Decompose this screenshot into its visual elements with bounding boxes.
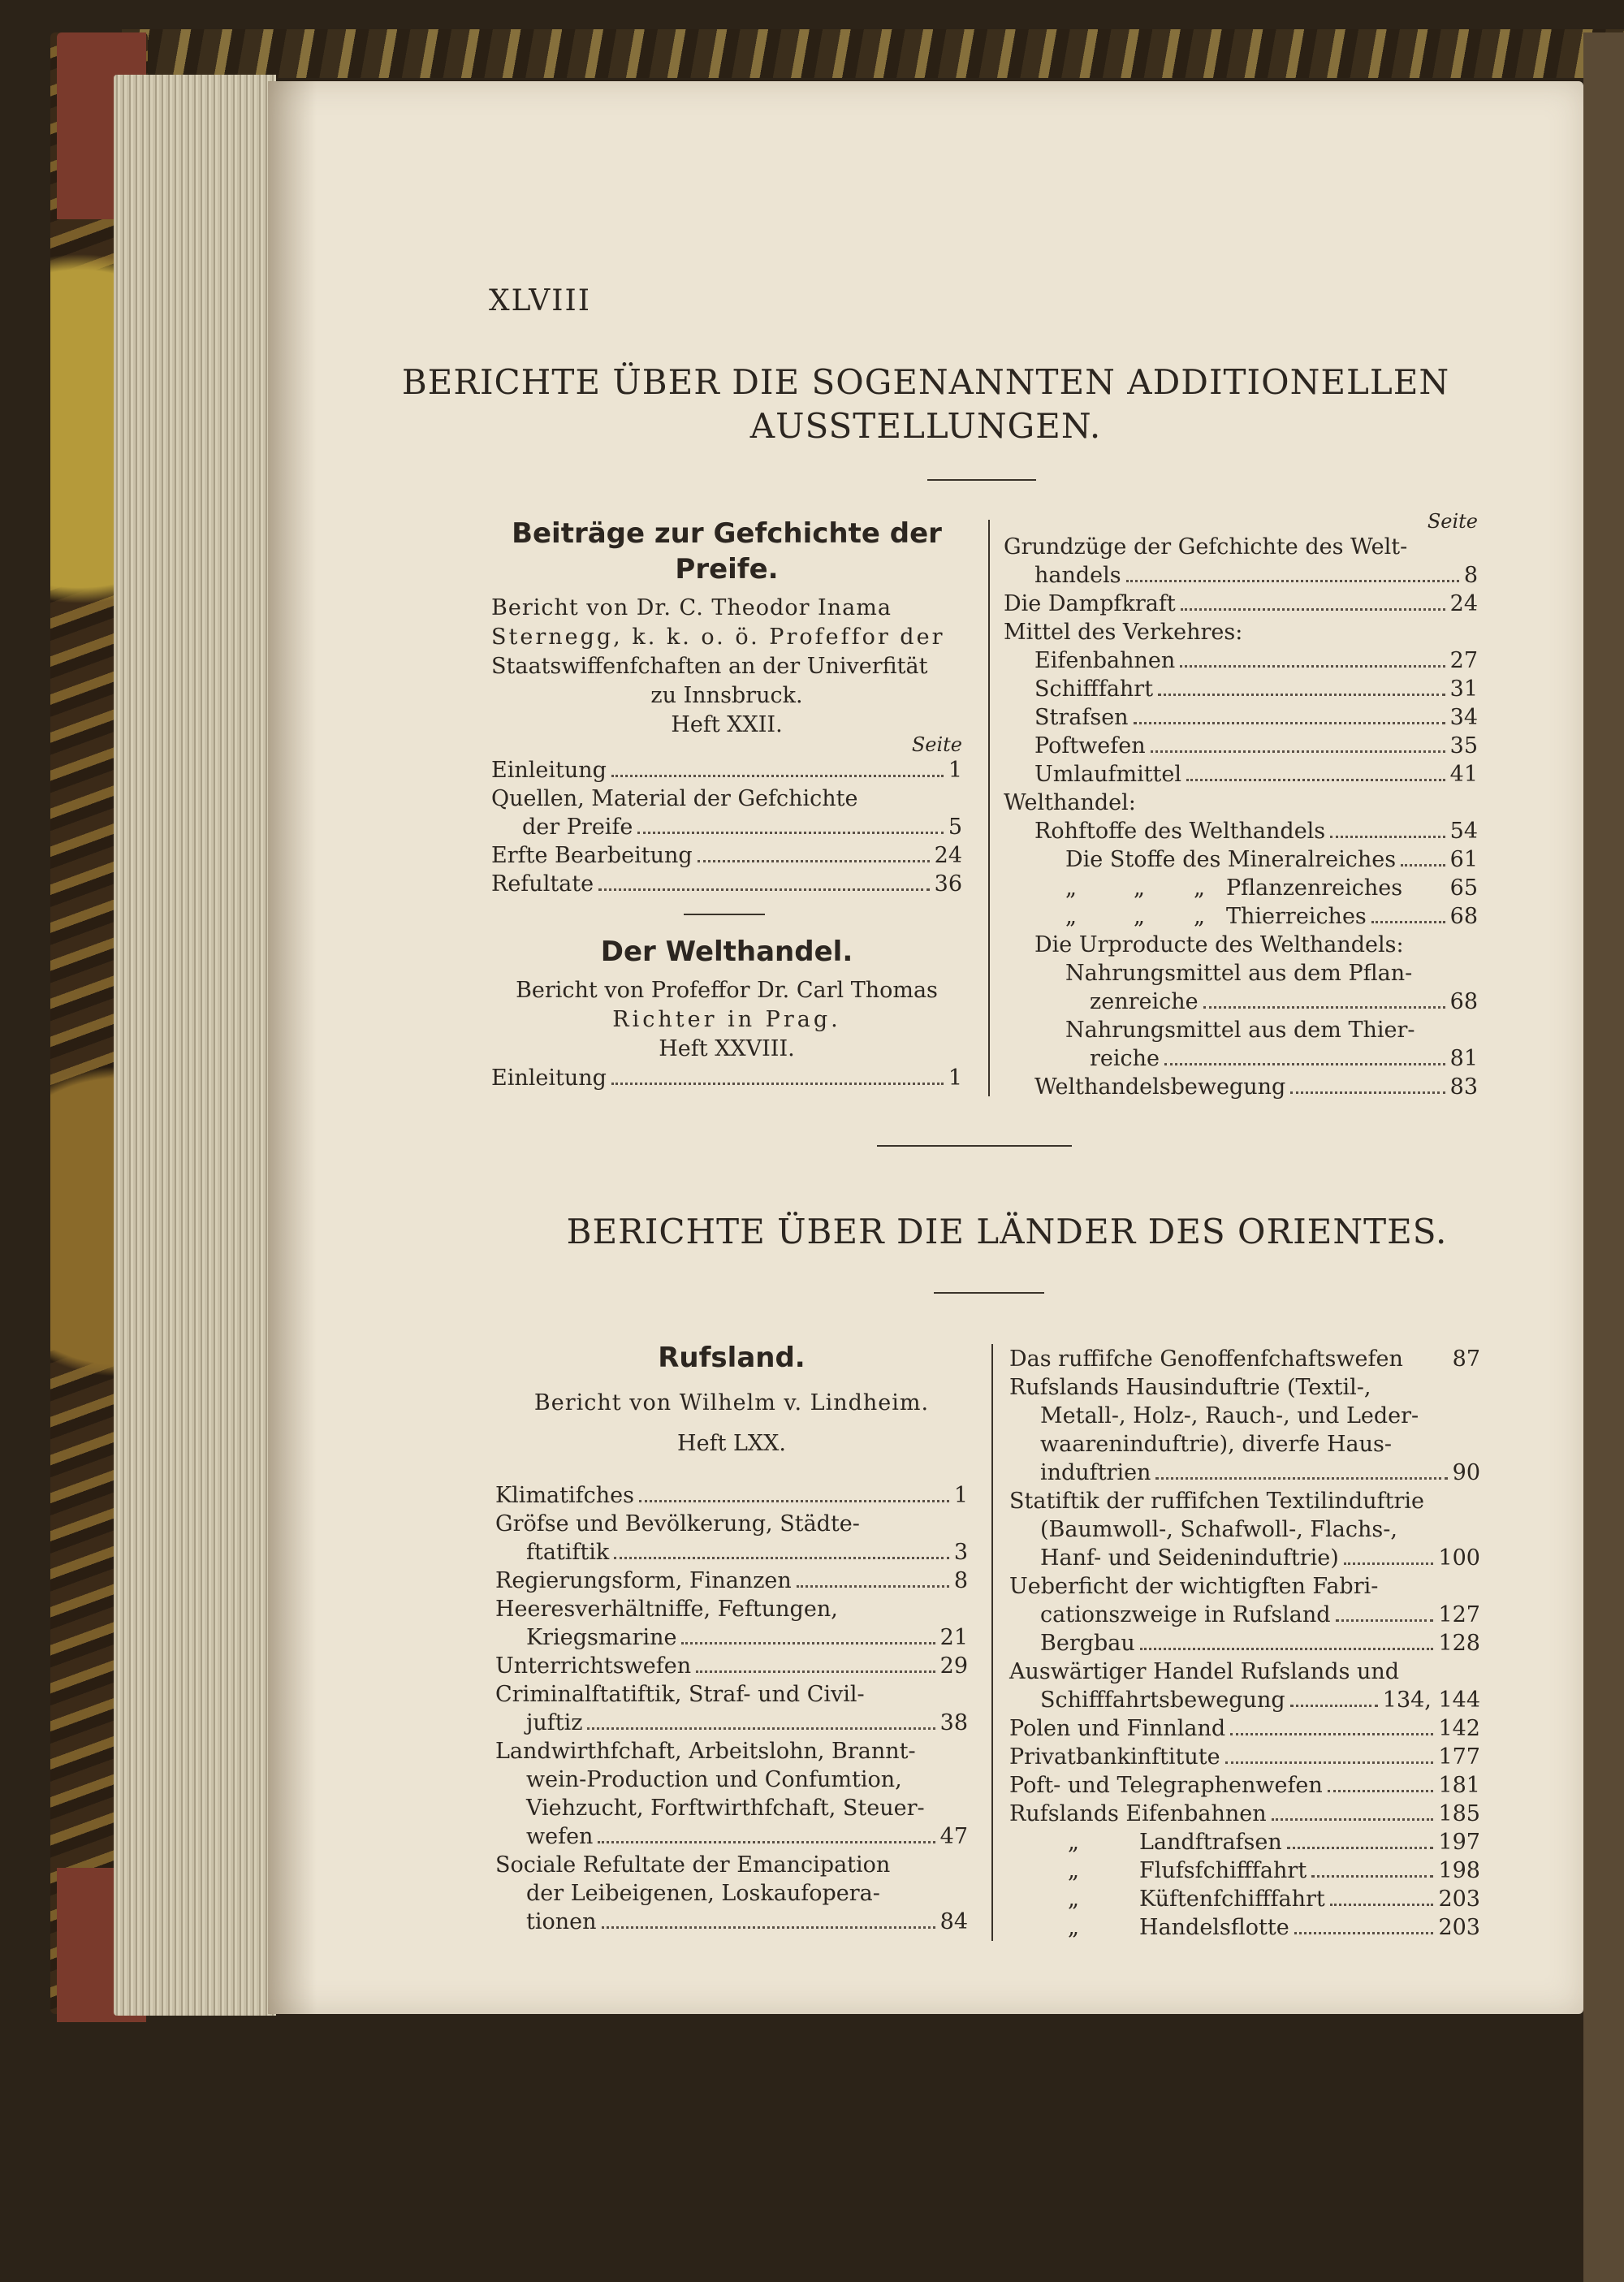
toc-leader	[1180, 665, 1445, 668]
toc-label: Refultate	[491, 871, 594, 897]
toc-label: juftiz	[526, 1710, 583, 1735]
toc-leader	[1401, 864, 1445, 867]
toc-leader	[1328, 1790, 1434, 1792]
article-title-line2: Preife.	[675, 553, 779, 586]
toc-page: 203	[1438, 1915, 1480, 1940]
toc-label: Handelsflotte	[1139, 1915, 1289, 1940]
toc-entry	[1004, 561, 1478, 590]
article-title: Rufsland.	[658, 1342, 806, 1374]
toc-leader	[602, 1926, 935, 1929]
author-line: Bericht von Dr. C. Theodor Inama	[491, 595, 892, 620]
toc-label: der Leibeigenen, Loskaufopera-	[526, 1881, 880, 1906]
section-heading-1-line2: AUSSTELLUNGEN.	[749, 406, 1102, 446]
toc-label: Strafsen	[1034, 705, 1129, 730]
toc-leader	[1158, 694, 1445, 696]
toc-label: Hanf- und Seideninduftrie)	[1040, 1545, 1339, 1571]
article-welthandel-continued	[1004, 510, 1478, 1101]
toc-leader	[639, 1500, 949, 1502]
seite-label: Seite	[911, 733, 962, 756]
toc-entry	[1009, 1743, 1480, 1771]
toc-entry	[1009, 1828, 1480, 1856]
toc-leader	[1330, 836, 1445, 838]
toc-page: 24	[934, 843, 962, 868]
author-line: zu Innsbruck.	[650, 683, 803, 708]
article-russland-continued	[1009, 1345, 1480, 1942]
toc-page: 47	[939, 1824, 968, 1849]
toc-entry	[1004, 675, 1478, 703]
toc-label: Grundzüge der Gefchichte des Welt-	[1004, 534, 1408, 560]
book-page-edges	[114, 75, 276, 2016]
toc-page: 31	[1449, 676, 1478, 702]
toc-label: tionen	[526, 1909, 597, 1934]
toc-label: Schifffahrt	[1034, 676, 1154, 702]
ditto-mark: „	[1068, 1887, 1079, 1912]
toc-entry	[1004, 760, 1478, 789]
toc-leader	[1290, 1091, 1445, 1094]
toc-leader	[797, 1585, 949, 1588]
toc-leader	[1203, 1006, 1445, 1009]
column-divider-bottom	[991, 1344, 993, 1941]
facing-page-edge	[1583, 32, 1624, 2282]
toc-label: Mittel des Verkehres:	[1004, 620, 1243, 645]
author-line: Bericht von Profeffor Dr. Carl Thomas	[516, 978, 938, 1003]
toc-leader	[1287, 1847, 1434, 1849]
toc-leader	[611, 1083, 944, 1085]
section-heading-1-line1: BERICHTE ÜBER DIE SOGENANNTEN ADDITIONELLEN	[401, 362, 1450, 402]
toc-page: 177	[1438, 1744, 1480, 1770]
toc-label: wein-Production und Confumtion,	[526, 1767, 902, 1792]
toc-page: 65	[1449, 875, 1478, 901]
toc-label: Poft- und Telegraphenwefen	[1009, 1773, 1323, 1798]
toc-leader	[1371, 921, 1445, 923]
toc-page: 68	[1449, 904, 1478, 929]
toc-entry	[1009, 1771, 1480, 1800]
toc-label: Thierreiches	[1226, 904, 1367, 929]
ditto-mark: „	[1194, 904, 1205, 929]
heading-rule	[934, 1292, 1044, 1294]
toc-label: Kriegsmarine	[526, 1625, 677, 1650]
toc-label: Die Stoffe des Mineralreiches	[1065, 847, 1397, 872]
toc-entry	[495, 1538, 968, 1567]
toc-page: 197	[1438, 1830, 1480, 1855]
toc-entry	[1009, 1800, 1480, 1828]
ditto-mark: „	[1134, 875, 1145, 901]
article-welthandel	[491, 932, 962, 1092]
toc-label: Gröfse und Bevölkerung, Städte-	[495, 1511, 860, 1536]
toc-entry	[1004, 902, 1478, 931]
toc-page: 87	[1452, 1346, 1480, 1372]
toc-page: 8	[1463, 563, 1478, 588]
toc-label: Landftrafsen	[1139, 1830, 1282, 1855]
toc-page: 81	[1449, 1046, 1478, 1071]
toc-label: Poftwefen	[1034, 733, 1146, 759]
toc-label: Die Urproducte des Welthandels:	[1034, 932, 1404, 957]
toc-page: 181	[1438, 1773, 1480, 1798]
toc-entry	[1004, 817, 1478, 845]
toc-leader	[1140, 1648, 1434, 1650]
toc-label: waareninduftrie), diverfe Haus-	[1040, 1432, 1392, 1457]
toc-label: Quellen, Material der Gefchichte	[491, 786, 858, 811]
toc-leader	[1155, 1477, 1447, 1480]
toc-entry	[1004, 1073, 1478, 1101]
heft-label: Heft XXII.	[671, 712, 783, 737]
toc-leader	[598, 1841, 935, 1843]
toc-label: (Baumwoll-, Schafwoll-, Flachs-,	[1040, 1517, 1397, 1542]
toc-label: Küftenfchifffahrt	[1139, 1887, 1325, 1912]
toc-leader	[1311, 1875, 1433, 1878]
article-preise	[491, 516, 962, 898]
toc-page: 134, 144	[1382, 1688, 1480, 1713]
toc-label: Rufslands Hausinduftrie (Textil-,	[1009, 1375, 1371, 1400]
toc-entry	[1009, 1714, 1480, 1743]
toc-page: 84	[939, 1909, 968, 1934]
toc-page: 198	[1438, 1858, 1480, 1883]
toc-label: Umlaufmittel	[1034, 762, 1182, 787]
toc-label: Polen und Finnland	[1009, 1716, 1226, 1741]
toc-entry	[1009, 1345, 1480, 1373]
toc-entry	[1009, 1856, 1480, 1885]
toc-leader	[1164, 1063, 1445, 1065]
toc-entry	[1004, 646, 1478, 675]
ditto-mark: „	[1068, 1830, 1079, 1855]
toc-leader	[611, 775, 944, 777]
toc-label: Welthandel:	[1004, 790, 1136, 815]
toc-page: 29	[939, 1653, 968, 1679]
toc-label: Privatbankinftitute	[1009, 1744, 1220, 1770]
toc-leader	[696, 1670, 935, 1673]
toc-leader	[1290, 1705, 1378, 1707]
toc-page: 24	[1449, 591, 1478, 616]
toc-entry	[491, 841, 962, 870]
article-title: Der Welthandel.	[600, 936, 853, 968]
toc-entry	[495, 1709, 968, 1737]
author-line: Bericht von Wilhelm v. Lindheim.	[533, 1390, 930, 1415]
toc-entry	[1004, 590, 1478, 618]
toc-label: Unterrichtswefen	[495, 1653, 692, 1679]
toc-page: 1	[948, 758, 962, 783]
toc-entry	[495, 1623, 968, 1652]
toc-label: Rohftoffe des Welthandels	[1034, 819, 1326, 844]
toc-entry	[491, 813, 962, 841]
toc-label: Einleitung	[491, 1065, 607, 1091]
toc-label: Landwirthfchaft, Arbeitslohn, Brannt-	[495, 1739, 916, 1764]
heft-label: Heft XXVIII.	[659, 1036, 795, 1061]
section-heading-2: BERICHTE ÜBER DIE LÄNDER DES ORIENTES.	[566, 1212, 1448, 1251]
toc-label: Flufsfchifffahrt	[1139, 1858, 1307, 1883]
toc-page: 54	[1449, 819, 1478, 844]
toc-entry	[495, 1481, 968, 1510]
toc-label: Welthandelsbewegung	[1034, 1074, 1286, 1100]
toc-label: Regierungsform, Finanzen	[495, 1568, 792, 1593]
toc-label: Das ruffifche Genoffenfchaftswefen	[1009, 1346, 1403, 1372]
toc-label: cationszweige in Rufsland	[1040, 1602, 1331, 1627]
heading-rule	[927, 479, 1036, 481]
ditto-mark: „	[1068, 1915, 1079, 1940]
toc-leader	[698, 860, 930, 862]
toc-leader	[614, 1557, 949, 1559]
toc-leader	[1151, 750, 1445, 753]
toc-leader	[1272, 1818, 1434, 1821]
section-rule	[877, 1145, 1072, 1147]
toc-page: 41	[1449, 762, 1478, 787]
toc-entry	[1009, 1459, 1480, 1487]
ditto-mark: „	[1134, 904, 1145, 929]
column-divider-top	[988, 520, 990, 1096]
toc-label: Statiftik der ruffifchen Textilinduftrie	[1009, 1489, 1424, 1514]
author-line: Sternegg, k. k. o. ö. Profeffor der	[491, 625, 945, 650]
toc-leader	[1230, 1733, 1433, 1735]
toc-label: Bergbau	[1040, 1631, 1135, 1656]
toc-page: 203	[1438, 1887, 1480, 1912]
toc-page: 34	[1449, 705, 1478, 730]
article-title-line1: Beiträge zur Gefchichte der	[512, 517, 942, 550]
toc-label: Eifenbahnen	[1034, 648, 1176, 673]
toc-entry	[1004, 703, 1478, 732]
toc-leader	[1294, 1932, 1434, 1934]
toc-label: ftatiftik	[526, 1540, 610, 1565]
toc-entry	[491, 1064, 962, 1092]
toc-entry	[1009, 1885, 1480, 1913]
toc-label: induftrien	[1040, 1460, 1151, 1485]
toc-leader	[587, 1727, 935, 1730]
toc-page: 3	[953, 1540, 968, 1565]
toc-label: Criminalftatiftik, Straf- und Civil-	[495, 1682, 865, 1707]
section-heading-1	[398, 361, 1453, 448]
toc-entry	[1004, 988, 1478, 1016]
toc-page: 100	[1438, 1545, 1480, 1571]
toc-label: Rufslands Eifenbahnen	[1009, 1801, 1267, 1826]
toc-label: Pflanzenreiches	[1226, 875, 1403, 901]
ditto-mark: „	[1194, 875, 1205, 901]
toc-label: reiche	[1090, 1046, 1160, 1071]
toc-page: 21	[939, 1625, 968, 1650]
toc-label: Klimatifches	[495, 1483, 634, 1508]
toc-label: zenreiche	[1090, 989, 1199, 1014]
toc-label: Erfte Bearbeitung	[491, 843, 693, 868]
toc-leader	[1181, 608, 1445, 611]
toc-page: 127	[1438, 1602, 1480, 1627]
toc-label: Metall-, Holz-, Rauch-, und Leder-	[1040, 1403, 1419, 1428]
toc-label: wefen	[526, 1824, 594, 1849]
toc-leader	[1134, 722, 1445, 724]
toc-label: Viehzucht, Forftwirthfchaft, Steuer-	[526, 1796, 925, 1821]
toc-page: 8	[953, 1568, 968, 1593]
toc-page: 38	[939, 1710, 968, 1735]
toc-page: 128	[1438, 1631, 1480, 1656]
toc-entry	[495, 1567, 968, 1595]
toc-page: 1	[953, 1483, 968, 1508]
toc-label: Einleitung	[491, 758, 607, 783]
page-gutter-shadow	[268, 81, 317, 2014]
ditto-mark: „	[1065, 904, 1077, 929]
toc-entry	[1009, 1686, 1480, 1714]
toc-entry	[491, 756, 962, 784]
toc-label: Nahrungsmittel aus dem Pflan-	[1065, 961, 1413, 986]
toc-entry	[1009, 1544, 1480, 1572]
toc-leader	[598, 888, 930, 891]
toc-entry	[1004, 874, 1478, 902]
toc-label: Schifffahrtsbewegung	[1040, 1688, 1285, 1713]
toc-entry	[495, 1652, 968, 1680]
toc-page: 27	[1449, 648, 1478, 673]
toc-label: Auswärtiger Handel Rufslands und	[1009, 1659, 1400, 1684]
toc-leader	[1344, 1562, 1434, 1565]
toc-page: 90	[1452, 1460, 1480, 1485]
seite-label: Seite	[1427, 510, 1478, 533]
toc-page: 142	[1438, 1716, 1480, 1741]
author-line: Staatswiffenfchaften an der Univerfität	[491, 654, 928, 679]
toc-page: 83	[1449, 1074, 1478, 1100]
toc-label: der Preife	[522, 815, 633, 840]
toc-entry	[495, 1822, 968, 1851]
toc-page: 35	[1449, 733, 1478, 759]
toc-label: Sociale Refultate der Emancipation	[495, 1852, 891, 1878]
toc-page: 5	[948, 815, 962, 840]
article-russland	[495, 1337, 968, 1936]
toc-entry	[1009, 1629, 1480, 1657]
toc-entry	[1004, 732, 1478, 760]
toc-page: 1	[948, 1065, 962, 1091]
toc-leader	[681, 1642, 935, 1645]
toc-label: handels	[1034, 563, 1121, 588]
toc-leader	[637, 832, 943, 834]
toc-leader	[1186, 779, 1445, 781]
toc-entry	[495, 1908, 968, 1936]
toc-entry	[1004, 845, 1478, 874]
toc-label: Nahrungsmittel aus dem Thier-	[1065, 1018, 1415, 1043]
toc-label: Ueberficht der wichtigften Fabri-	[1009, 1574, 1379, 1599]
article-rule	[684, 914, 765, 915]
page-number: XLVIII	[489, 284, 591, 318]
toc-page: 61	[1449, 847, 1478, 872]
toc-label: Die Dampfkraft	[1004, 591, 1176, 616]
toc-page: 185	[1438, 1801, 1480, 1826]
toc-leader	[1330, 1904, 1434, 1906]
toc-entry	[491, 870, 962, 898]
toc-leader	[1336, 1619, 1434, 1622]
author-line: Richter in Prag.	[612, 1007, 841, 1032]
toc-entry	[1009, 1913, 1480, 1942]
ditto-mark: „	[1065, 875, 1077, 901]
toc-page: 36	[934, 871, 962, 897]
heft-label: Heft LXX.	[677, 1431, 786, 1456]
toc-leader	[1126, 580, 1459, 582]
toc-label: Heeresverhältniffe, Feftungen,	[495, 1597, 838, 1622]
marbled-cover-top	[122, 29, 1624, 78]
ditto-mark: „	[1068, 1858, 1079, 1883]
toc-leader	[1225, 1761, 1434, 1764]
toc-entry	[1009, 1601, 1480, 1629]
toc-page: 68	[1449, 989, 1478, 1014]
toc-entry	[1004, 1044, 1478, 1073]
